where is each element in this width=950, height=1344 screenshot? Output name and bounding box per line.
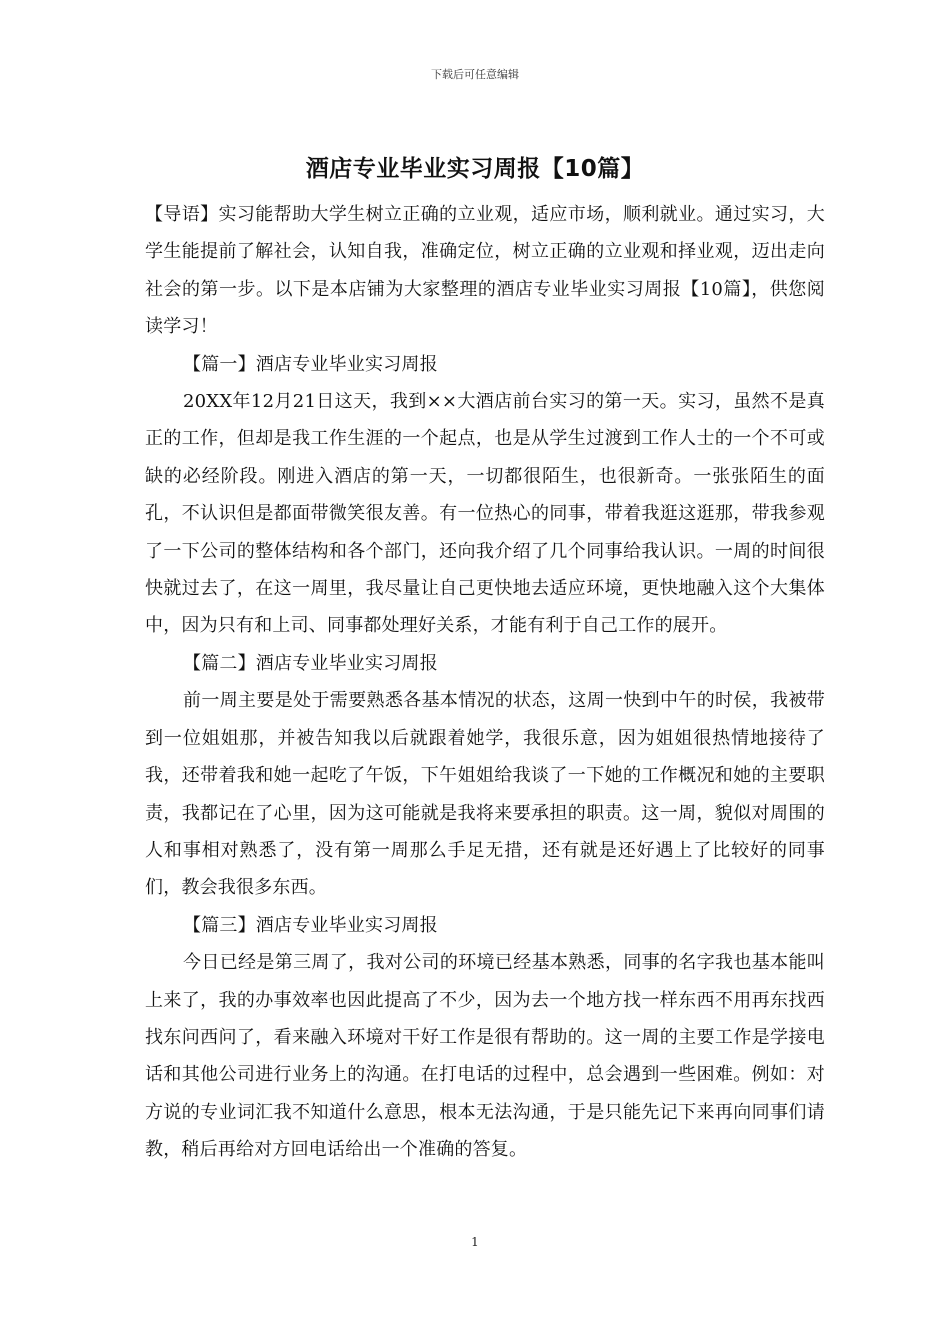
document-body — [145, 196, 825, 1169]
section-paragraph-3: 今日已经是第三周了，我对公司的环境已经基本熟悉，同事的名字我也基本能叫上来了，我的办事效率也因此提高了不少，因为去一个地方找一样东西不用再东找西找东问西问了，看来融入环境对干好工作是很有帮助的。这一周的主要工作是学接电话和其他公司进行业务上的沟通。在打电话的过程中，总会遇到一些困难。例如：对方说的专业词汇我不知道什么意思，根本无法沟通，于是只能先记下来再向同事们请教，稍后再给对方回电话给出一个准确的答复。 — [145, 952, 825, 1161]
section-paragraph-2: 前一周主要是处于需要熟悉各基本情况的状态，这周一快到中午的时侯，我被带到一位姐姐那，并被告知我以后就跟着她学，我很乐意，因为姐姐很热情地接待了我，还带着我和她一起吃了午饭，下午姐姐给我谈了一下她的工作概况和她的主要职责，我都记在了心里，因为这可能就是我将来要承担的职责。这一周，貌似对周围的人和事相对熟悉了，没有第一周那么手足无措，还有就是还好遇上了比较好的同事们，教会我很多东西。 — [145, 690, 825, 899]
section-heading-1: 【篇一】酒店专业毕业实习周报 — [183, 353, 438, 375]
page-number: 1 — [471, 1235, 479, 1249]
section-heading-2: 【篇二】酒店专业毕业实习周报 — [183, 652, 438, 674]
section-heading-3: 【篇三】酒店专业毕业实习周报 — [183, 914, 438, 936]
header-note: 下载后可任意编辑 — [431, 68, 519, 81]
section-paragraph-1: 20XX年12月21日这天，我到××大酒店前台实习的第一天。实习，虽然不是真正的工作，但却是我工作生涯的一个起点，也是从学生过渡到工作人士的一个不可或缺的必经阶段。刚进入酒店的第一天，一切都很陌生，也很新奇。一张张陌生的面孔，不认识但是都面带微笑很友善。有一位热心的同事，带着我逛这逛那，带我参观了一下公司的整体结构和各个部门，还向我介绍了几个同事给我认识。一周的时间很快就过去了，在这一周里，我尽量让自己更快地去适应环境，更快地融入这个大集体中，因为只有和上司、同事都处理好关系，才能有利于自己工作的展开。 — [145, 391, 825, 637]
document-title: 酒店专业毕业实习周报【10篇】 — [305, 156, 645, 182]
intro-paragraph: 【导语】实习能帮助大学生树立正确的立业观，适应市场，顺利就业。通过实习，大学生能提前了解社会，认知自我，准确定位，树立正确的立业观和择业观，迈出走向社会的第一步。以下是本店铺为大家整理的酒店专业毕业实习周报【10篇】，供您阅读学习！ — [145, 204, 825, 338]
